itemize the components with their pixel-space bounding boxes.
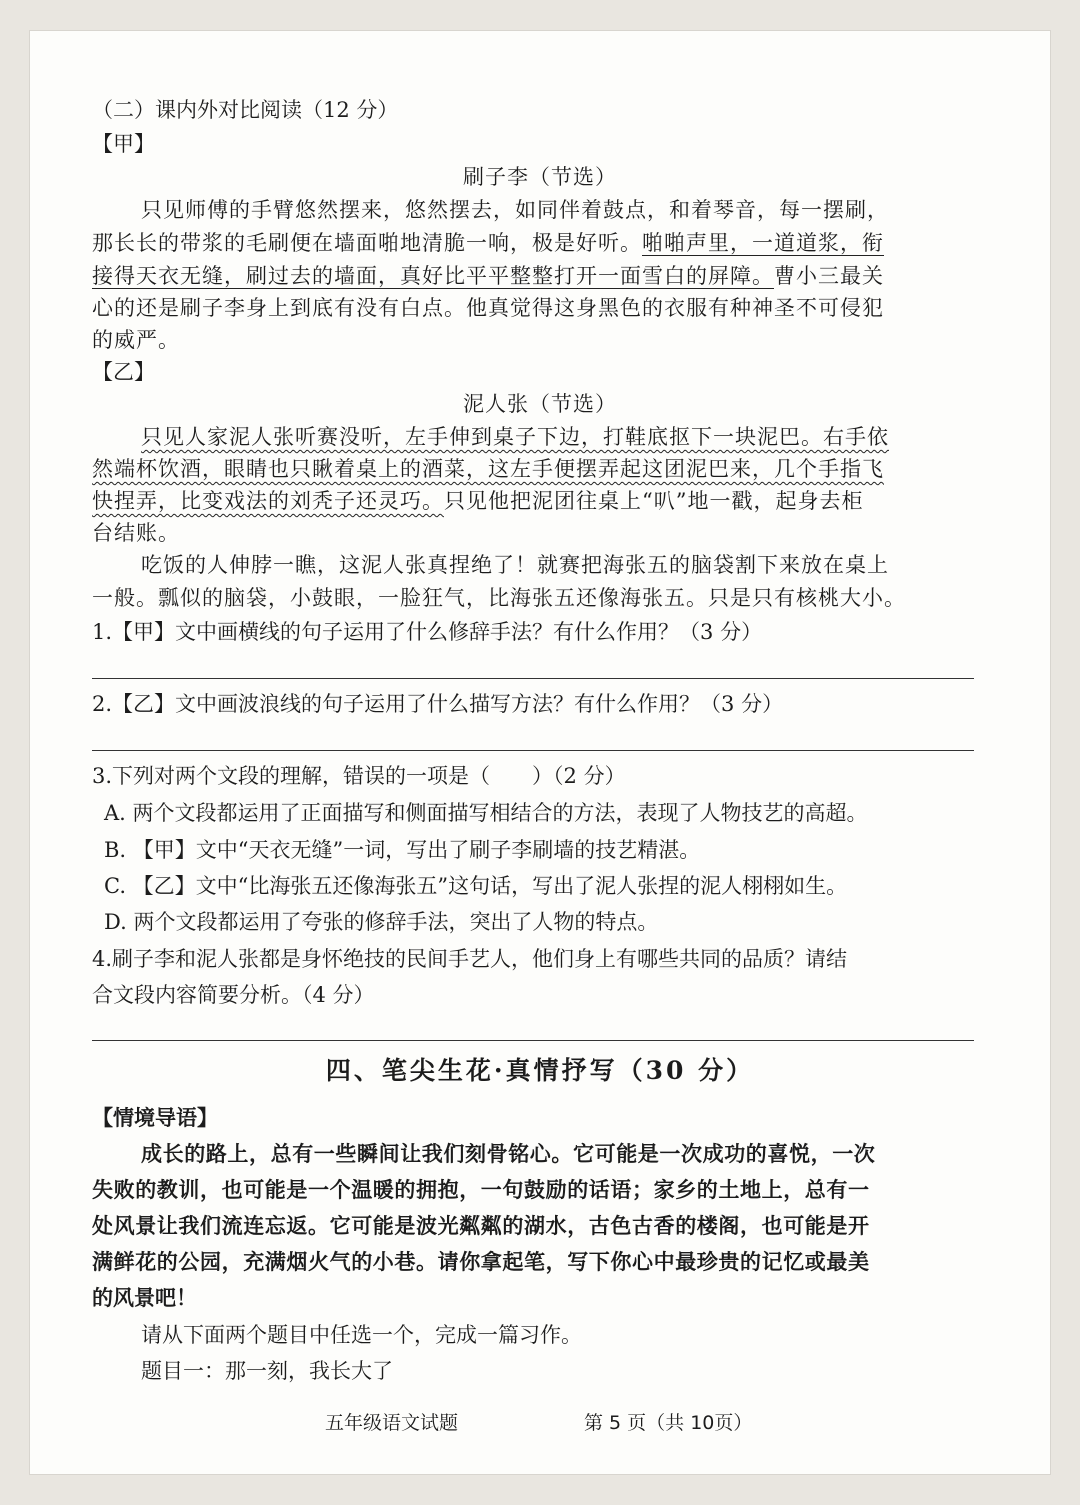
answer-line[interactable]	[92, 678, 974, 679]
wavy-underlined-sentence: 快捏弄，比变戏法的刘秃子还灵巧。	[92, 489, 444, 513]
passage-jia-line: 心的还是刷子李身上到底有没有白点。他真觉得这身黑色的衣服有种神圣不可侵犯	[92, 296, 884, 320]
wavy-underlined-sentence: 只见人家泥人张听赛没听，左手伸到桌子下边，打鞋底抠下一块泥巴。右手依	[141, 425, 889, 449]
question-4: 合文段内容简要分析。（4 分）	[92, 983, 375, 1007]
passage-yi-line: 快捏弄，比变戏法的刘秃子还灵巧。只见他把泥团往桌上“叭”地一戳，起身去柜	[92, 489, 864, 513]
passage-jia-line: 只见师傅的手臂悠然摆来，悠然摆去，如同伴着鼓点，和着琴音，每一摆刷，	[141, 198, 889, 222]
passage-jia-title: 刷子李（节选）	[463, 165, 617, 189]
page-number: 第 5 页（共 10页）	[584, 1412, 753, 1434]
passage-jia-line: 接得天衣无缝，刷过去的墙面，真好比平平整整打开一面雪白的屏障。曹小三最关	[92, 264, 884, 288]
context-label: 【情境导语】	[92, 1106, 218, 1130]
context-text: 成长的路上，总有一些瞬间让我们刻骨铭心。它可能是一次成功的喜悦，一次	[141, 1142, 876, 1166]
context-text: 失败的教训，也可能是一个温暖的拥抱，一句鼓励的话语；家乡的土地上，总有一	[92, 1178, 870, 1202]
instruction-text: 请从下面两个题目中任选一个，完成一篇习作。	[141, 1323, 582, 1347]
passage-yi-title: 泥人张（节选）	[463, 392, 617, 416]
passage-jia-label: 【甲】	[92, 132, 155, 156]
option-b: B. 【甲】文中“天衣无缝”一词，写出了刷子李刷墙的技艺精湛。	[104, 838, 701, 862]
section-heading: （二）课内外对比阅读（12 分）	[92, 98, 399, 122]
question-3: 3.下列对两个文段的理解，错误的一项是（ ）（2 分）	[92, 764, 626, 788]
passage-yi-line: 台结账。	[92, 521, 180, 545]
context-text: 的风景吧！	[92, 1286, 197, 1310]
passage-jia-line: 那长长的带浆的毛刷便在墙面啪地清脆一响，极是好听。啪啪声里，一道道浆，衔	[92, 231, 884, 255]
context-text: 满鲜花的公园，充满烟火气的小巷。请你拿起笔，写下你心中最珍贵的记忆或最美	[92, 1250, 870, 1274]
passage-yi-line	[92, 453, 992, 485]
passage-jia-line: 的威严。	[92, 328, 180, 352]
passage-yi-label: 【乙】	[92, 360, 155, 384]
answer-line[interactable]	[92, 750, 974, 751]
passage-yi-line: 一般。瓢似的脑袋，小鼓眼，一脸狂气，比海张五还像海张五。只是只有核桃大小。	[92, 586, 906, 610]
essay-topic-1: 题目一：那一刻，我长大了	[141, 1359, 393, 1383]
wavy-underlined-sentence: 然端杯饮酒，眼睛也只瞅着桌上的酒菜，这左手便摆弄起这团泥巴来，几个手指飞	[92, 457, 884, 481]
underlined-sentence: 接得天衣无缝，刷过去的墙面，真好比平平整整打开一面雪白的屏障。	[92, 264, 774, 288]
passage-yi-line	[141, 421, 1041, 453]
footer-title: 五年级语文试题	[325, 1412, 459, 1434]
context-text: 处风景让我们流连忘返。它可能是波光粼粼的湖水，古色古香的楼阁，也可能是开	[92, 1214, 870, 1238]
passage-yi-line: 吃饭的人伸脖一瞧，这泥人张真捏绝了！就赛把海张五的脑袋割下来放在桌上	[141, 553, 889, 577]
option-d: D. 两个文段都运用了夸张的修辞手法，突出了人物的特点。	[104, 910, 659, 934]
question-1: 1.【甲】文中画横线的句子运用了什么修辞手法？有什么作用？（3 分）	[92, 620, 763, 644]
option-a: A. 两个文段都运用了正面描写和侧面描写相结合的方法，表现了人物技艺的高超。	[104, 801, 868, 825]
question-4: 4.刷子李和泥人张都是身怀绝技的民间手艺人，他们身上有哪些共同的品质？请结	[92, 947, 848, 971]
question-2: 2.【乙】文中画波浪线的句子运用了什么描写方法？有什么作用？（3 分）	[92, 692, 784, 716]
underlined-sentence: 啪啪声里，一道道浆，衔	[642, 231, 884, 255]
section-4-heading: 四、笔尖生花·真情抒写（30 分）	[325, 1056, 755, 1085]
answer-line[interactable]	[92, 1040, 974, 1041]
option-c: C. 【乙】文中“比海张五还像海张五”这句话，写出了泥人张捏的泥人栩栩如生。	[104, 874, 848, 898]
